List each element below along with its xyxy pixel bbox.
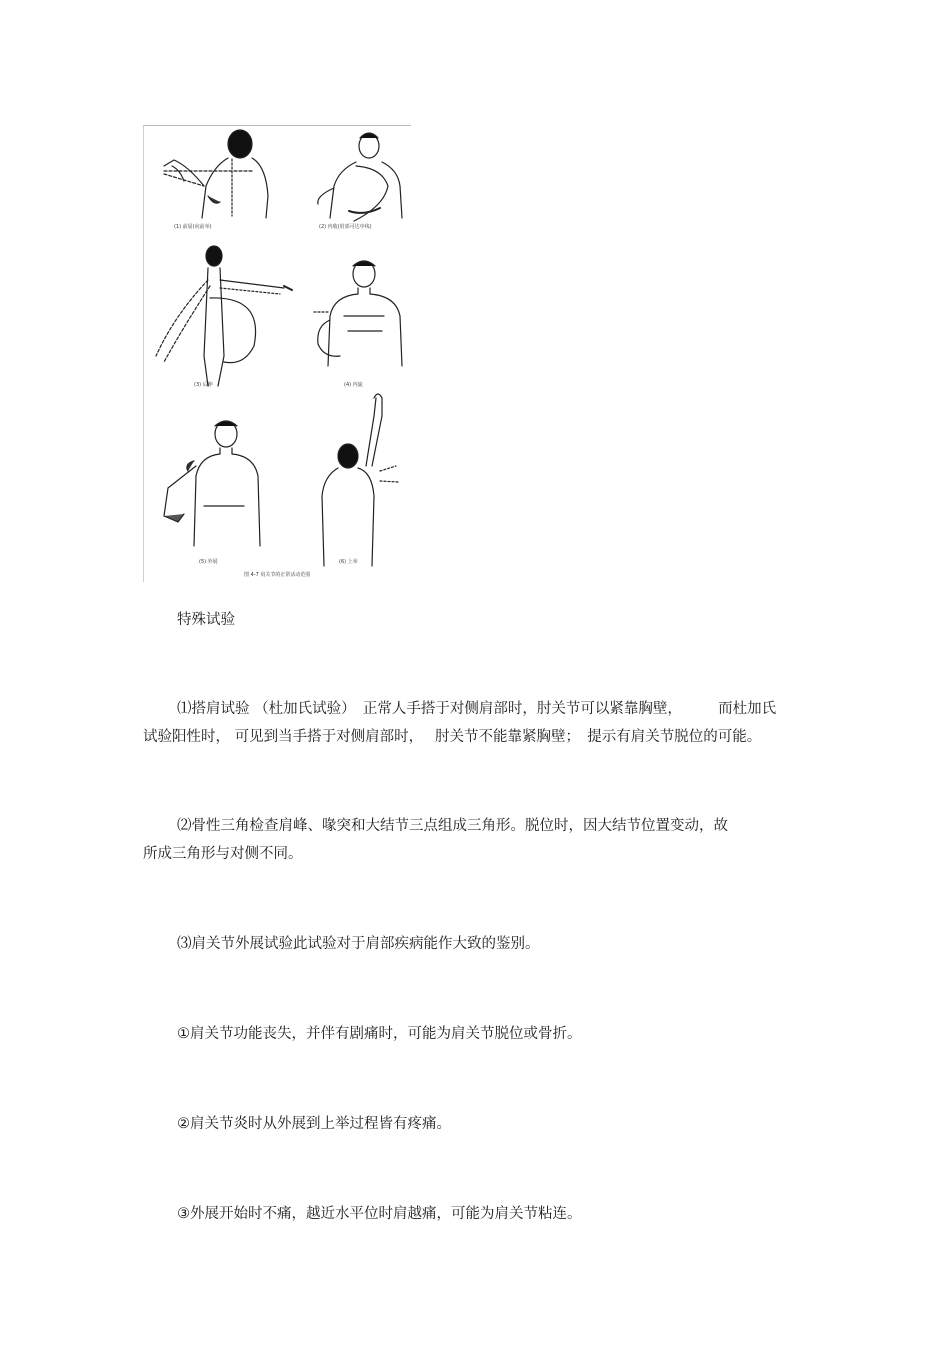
paragraph-line: ⑵骨性三角检查肩峰、喙突和大结节三点组成三角形。脱位时，因大结节位置变动，故	[177, 818, 728, 834]
section-heading: 特殊试验	[177, 612, 235, 628]
panel-caption-3: (3) 后伸	[194, 382, 213, 388]
paragraph-line: 试验阳性时， 可见到当手搭于对侧肩部时， 肘关节不能靠紧胸壁； 提示有肩关节脱位的可能。	[143, 729, 762, 745]
figure-drawing	[144, 126, 411, 582]
paragraph-abduction-test: ⑶肩关节外展试验此试验对于肩部疾病能作大致的鉴别。	[177, 936, 540, 952]
figure-title: 图 4-7 肩关节的正常活动范围	[244, 572, 311, 578]
paragraph-bony-triangle	[143, 812, 803, 868]
panel-2-illustration	[318, 133, 402, 221]
panel-caption-4: (4) 内旋	[344, 382, 363, 388]
list-item: ①肩关节功能丧失，并伴有剧痛时，可能为肩关节脱位或骨折。	[177, 1026, 582, 1042]
panel-caption-1: (1) 前屈(向前举)	[174, 224, 212, 230]
panel-caption-5: (5) 外展	[199, 559, 218, 565]
list-item: ③外展开始时不痛，越近水平位时肩越痛，可能为肩关节粘连。	[177, 1206, 582, 1222]
panel-4-illustration	[314, 261, 402, 366]
panel-1-illustration	[164, 130, 268, 218]
shoulder-examination-figure	[143, 125, 411, 582]
panel-6-illustration	[322, 394, 398, 566]
panel-3-illustration	[156, 246, 292, 386]
panel-caption-6: (6) 上举	[339, 559, 358, 565]
panel-caption-2: (2) 内收(肘部可达中线)	[319, 224, 372, 230]
paragraph-line: ⑴搭肩试验 （杜加氏试验） 正常人手搭于对侧肩部时，肘关节可以紧靠胸壁， 而杜加氏	[177, 701, 777, 717]
paragraph-shoulder-touch-test	[143, 695, 803, 751]
paragraph-line: 所成三角形与对侧不同。	[143, 846, 303, 862]
panel-5-illustration	[164, 421, 260, 546]
list-item: ②肩关节炎时从外展到上举过程皆有疼痛。	[177, 1116, 451, 1132]
